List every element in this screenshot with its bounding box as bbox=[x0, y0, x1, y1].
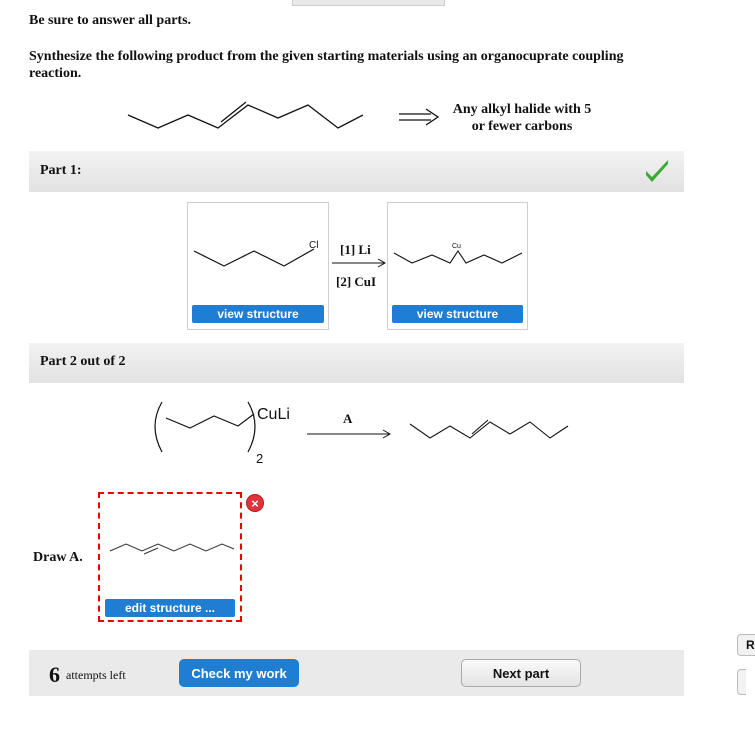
target-molecule-structure bbox=[125, 100, 365, 130]
reaction-arrow-icon bbox=[306, 429, 392, 439]
top-tab-strip bbox=[292, 0, 445, 6]
view-structure-button[interactable]: view structure bbox=[192, 305, 324, 323]
reagent-step-2: [2] CuI bbox=[336, 274, 377, 289]
attempts-count: 6 bbox=[49, 662, 60, 687]
delete-answer-icon[interactable]: × bbox=[246, 494, 264, 512]
part2-label: Part 2 out of 2 bbox=[40, 354, 126, 369]
part1-product-card bbox=[387, 202, 528, 330]
part1-header bbox=[29, 151, 684, 192]
footer-bar bbox=[29, 650, 684, 696]
next-part-button[interactable]: Next part bbox=[461, 659, 581, 687]
retrosynthesis-arrow-icon bbox=[397, 107, 441, 127]
drawn-structure bbox=[108, 539, 236, 559]
part1-reactant-card bbox=[187, 202, 329, 330]
view-structure-button[interactable]: view structure bbox=[392, 305, 523, 323]
side-report-button[interactable]: R bbox=[737, 634, 755, 656]
instruction-text: Be sure to answer all parts. bbox=[29, 13, 192, 28]
edit-structure-button[interactable]: edit structure ... bbox=[105, 599, 235, 617]
side-panel-button[interactable] bbox=[737, 669, 746, 695]
starting-material-hint: Any alkyl halide with 5 or fewer carbons bbox=[452, 102, 592, 134]
cuprate-formula: CuLi bbox=[257, 406, 290, 423]
copper-atom-label: Cu bbox=[452, 243, 461, 250]
alkyl-chloride-structure bbox=[192, 239, 322, 269]
part2-product-structure bbox=[408, 418, 570, 442]
attempts-label: attempts left bbox=[66, 668, 126, 682]
chlorine-atom-label: Cl bbox=[309, 240, 319, 251]
reaction-arrow-icon bbox=[331, 258, 387, 268]
correct-check-icon bbox=[644, 157, 670, 183]
cuprate-structure bbox=[150, 398, 265, 458]
draw-a-answer-box[interactable] bbox=[98, 492, 242, 622]
reagent-a-label: A bbox=[343, 411, 353, 426]
question-text: Synthesize the following product from the given starting materials using an organocuprate coupling reaction. bbox=[29, 49, 624, 81]
reagent-step-1: [1] Li bbox=[340, 242, 371, 257]
part1-label: Part 1: bbox=[40, 163, 82, 178]
double-bond-line bbox=[221, 102, 246, 122]
cuprate-subscript: 2 bbox=[256, 451, 264, 466]
draw-a-label: Draw A. bbox=[33, 550, 83, 565]
check-my-work-button[interactable]: Check my work bbox=[179, 659, 299, 687]
part2-header bbox=[29, 343, 684, 383]
